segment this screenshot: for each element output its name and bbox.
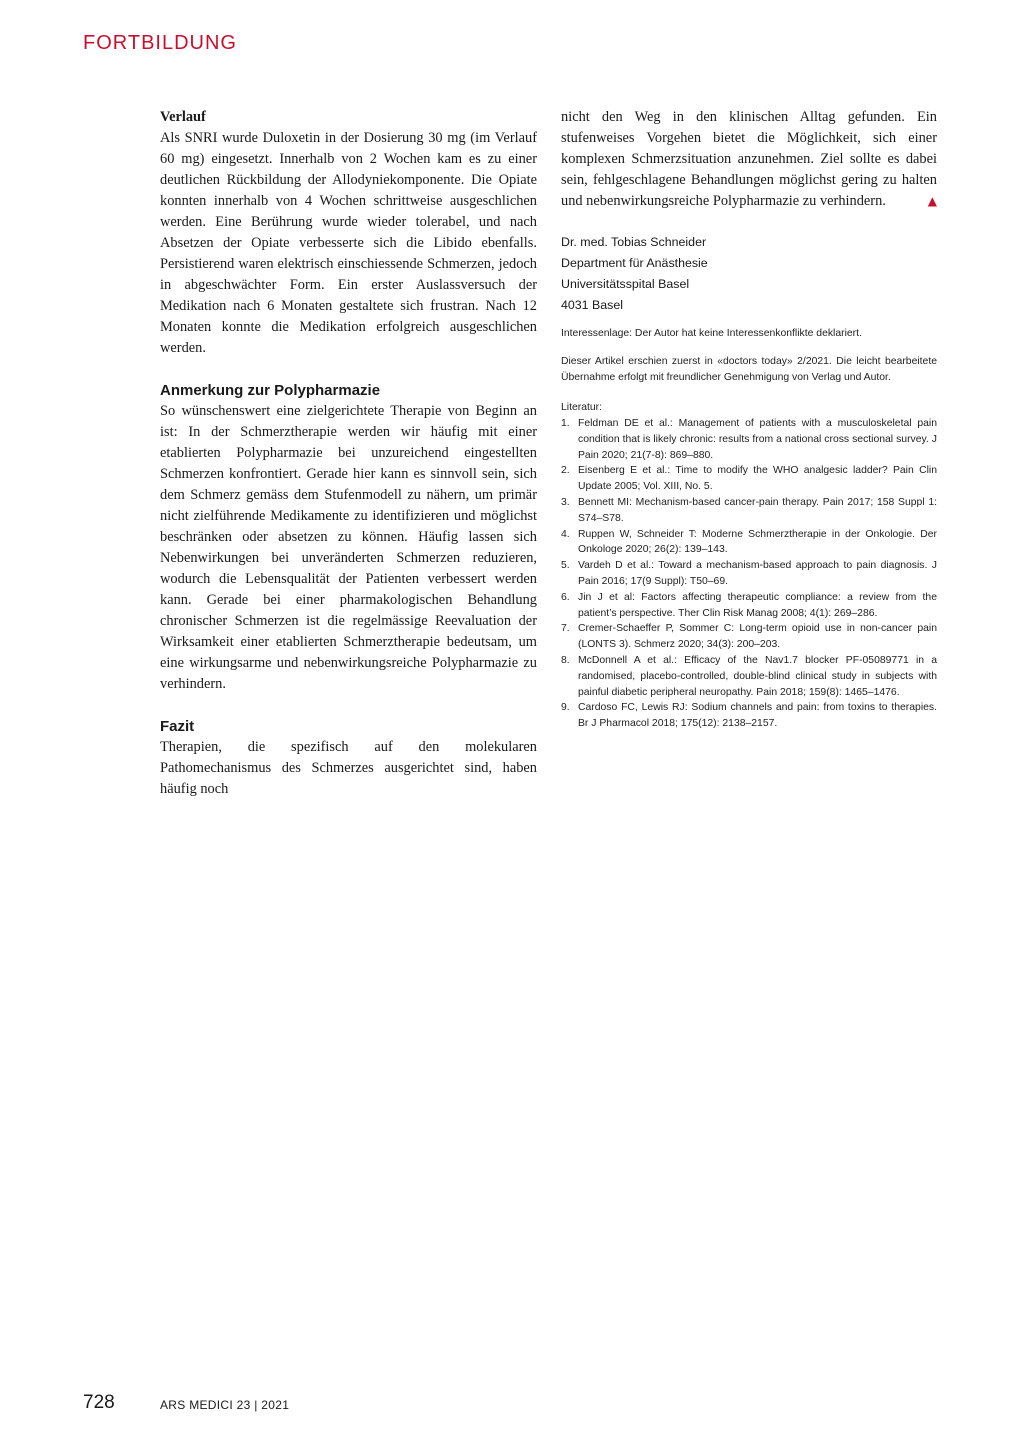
section-header: FORTBILDUNG: [83, 32, 237, 54]
reference-item: [561, 558, 937, 590]
reference-item: [561, 463, 937, 495]
reference-item: [561, 700, 937, 732]
conflict-of-interest: Interessenlage: Der Autor hat keine Interessenkonflikte deklariert.: [561, 328, 862, 339]
author-name: Dr. med. Tobias Schneider: [561, 235, 707, 249]
reference-item: [561, 527, 937, 559]
verlauf-heading: Verlauf: [160, 109, 206, 125]
reference-item: [561, 653, 937, 700]
fazit-continuation-text: nicht den Weg in den klinischen Alltag gefunden. Ein stufenweises Vorgehen bietet die Möglichkeit, sich einer komplexen Schmerzsituation anzunehmen. Ziel sollte es dabei sein, fehlgeschlagene Behandlungen möglichst gering zu halten und nebenwirkungsreiche Polypharmazie zu verhindern.: [561, 109, 937, 209]
author-department: Department für Anästhesie: [561, 256, 708, 270]
end-of-article-triangle-icon: ▲: [927, 194, 937, 208]
author-block: [561, 232, 937, 316]
literature-label: Literatur:: [561, 402, 603, 413]
reference-text: Cardoso FC, Lewis RJ: Sodium channels and pain: from toxins to therapies. Br J Pharmacol 2018; 175(12): 2138–2157.: [578, 702, 937, 730]
reference-number: 5.: [561, 560, 570, 572]
reference-number: 2.: [561, 465, 570, 477]
reference-number: 1.: [561, 418, 570, 429]
author-institution: Universitätsspital Basel: [561, 277, 690, 291]
right-column: [561, 107, 937, 732]
reference-text: Feldman DE et al.: Management of patients with a musculoskeletal pain condition that is likely chronic: results from a national cross sectional survey. J Pain 2020; 21(7-8): 869–880.: [578, 418, 937, 461]
polypharmazie-heading: Anmerkung zur Polypharmazie: [160, 382, 381, 399]
verlauf-paragraph: Als SNRI wurde Duloxetin in der Dosierung 30 mg (im Verlauf 60 mg) eingesetzt. Innerhalb von 2 Wochen kam es zu einer deutlichen Rückbildung der Allodyniekomponente. Die Opiate konnten innerhalb von 4 Wochen schrittweise ausgeschlichen werden. Eine Berührung wurde wieder tolerabel, und nach Absetzen der Opiate verbesserte sich die Libido ebenfalls. Persistierend waren elektrisch einschiessende Schmerzen, jedoch in abgeschwächter Form. Ein erster Auslassversuch der Medikation nach 6 Monaten gestaltete sich frustran. Nach 12 Monaten konnte die Medikation erfolgreich ausgeschlichen werden.: [160, 130, 537, 356]
reference-item: [561, 621, 937, 653]
reference-number: 9.: [561, 702, 570, 714]
reference-text: Vardeh D et al.: Toward a mechanism-based approach to pain diagnosis. J Pain 2016; 17(9 Suppl): T50–69.: [578, 560, 937, 587]
fazit-continuation: [561, 107, 937, 212]
page-number: 728: [83, 1392, 115, 1413]
reference-number: 7.: [561, 623, 570, 635]
reference-number: 6.: [561, 591, 570, 603]
reference-item: [561, 416, 937, 463]
reference-text: McDonnell A et al.: Efficacy of the Nav1.7 blocker PF-05089771 in a randomised, placebo-controlled, double-blind clinical study in subjects with painful diabetic peripheral neuropathy. Pain 2018; 159(8): 1465–1476.: [578, 654, 937, 698]
reference-number: 4.: [561, 528, 570, 540]
reference-text: Cremer-Schaeffer P, Sommer C: Long-term opioid use in non-cancer pain (LONTS 3). Schmerz 2020; 34(3): 200–203.: [578, 623, 937, 651]
publication-note: Dieser Artikel erschien zuerst in «doctors today» 2/2021. Die leicht bearbeitete Übernahme erfolgt mit freundlicher Genehmigung von Verlag und Autor.: [561, 356, 937, 383]
author-city: 4031 Basel: [561, 298, 624, 312]
reference-number: 3.: [561, 496, 570, 508]
journal-issue: ARS MEDICI 23 | 2021: [160, 1398, 290, 1412]
polypharmazie-paragraph: So wünschenswert eine zielgerichtete Therapie von Beginn an ist: In der Schmerztherapie werden wir häufig mit einer etablierten Polypharmazie bei unzureichend eingestellten Schmerzen konfrontiert. Gerade hier kann es sinnvoll sein, sich dem Schmerz gemäss dem Stufenmodell zu nähern, um primär nicht zielführende Medikamente zu identifizieren und möglichst beschränken oder absetzen zu können. Häufig lassen sich Nebenwirkungen bei unveränderten Schmerzen reduzieren, wodurch die Lebensqualität der Patienten verbessert werden kann. Gerade bei einer pharmakologischen Behandlung chronischer Schmerzen ist die regelmässige Reevaluation der Wirksamkeit einer etablierten Schmerztherapie bedeutsam, um eine wirkungsarme und nebenwirkungsreiche Polypharmazie zu verhindern.: [160, 403, 537, 692]
left-column: [160, 107, 537, 800]
reference-text: Bennett MI: Mechanism-based cancer-pain therapy. Pain 2017; 158 Suppl 1: S74–S78.: [578, 496, 937, 524]
reference-item: [561, 590, 937, 622]
reference-list: [561, 416, 937, 732]
reference-number: 8.: [561, 654, 570, 666]
fazit-paragraph: Therapien, die spezifisch auf den molekularen Pathomechanismus des Schmerzes ausgerichtet sind, haben häufig noch: [160, 739, 537, 797]
reference-item: [561, 495, 937, 527]
fazit-heading: Fazit: [160, 718, 195, 735]
reference-text: Eisenberg E et al.: Time to modify the WHO analgesic ladder? Pain Clin Update 2005; Vol. XIII, No. 5.: [578, 465, 937, 493]
reference-text: Jin J et al: Factors affecting therapeutic compliance: a review from the patient’s perspective. Ther Clin Risk Manag 2008; 4(1): 269–286.: [578, 591, 937, 619]
reference-text: Ruppen W, Schneider T: Moderne Schmerztherapie in der Onkologie. Der Onkologe 2020; 26(2): 139–143.: [578, 528, 937, 556]
